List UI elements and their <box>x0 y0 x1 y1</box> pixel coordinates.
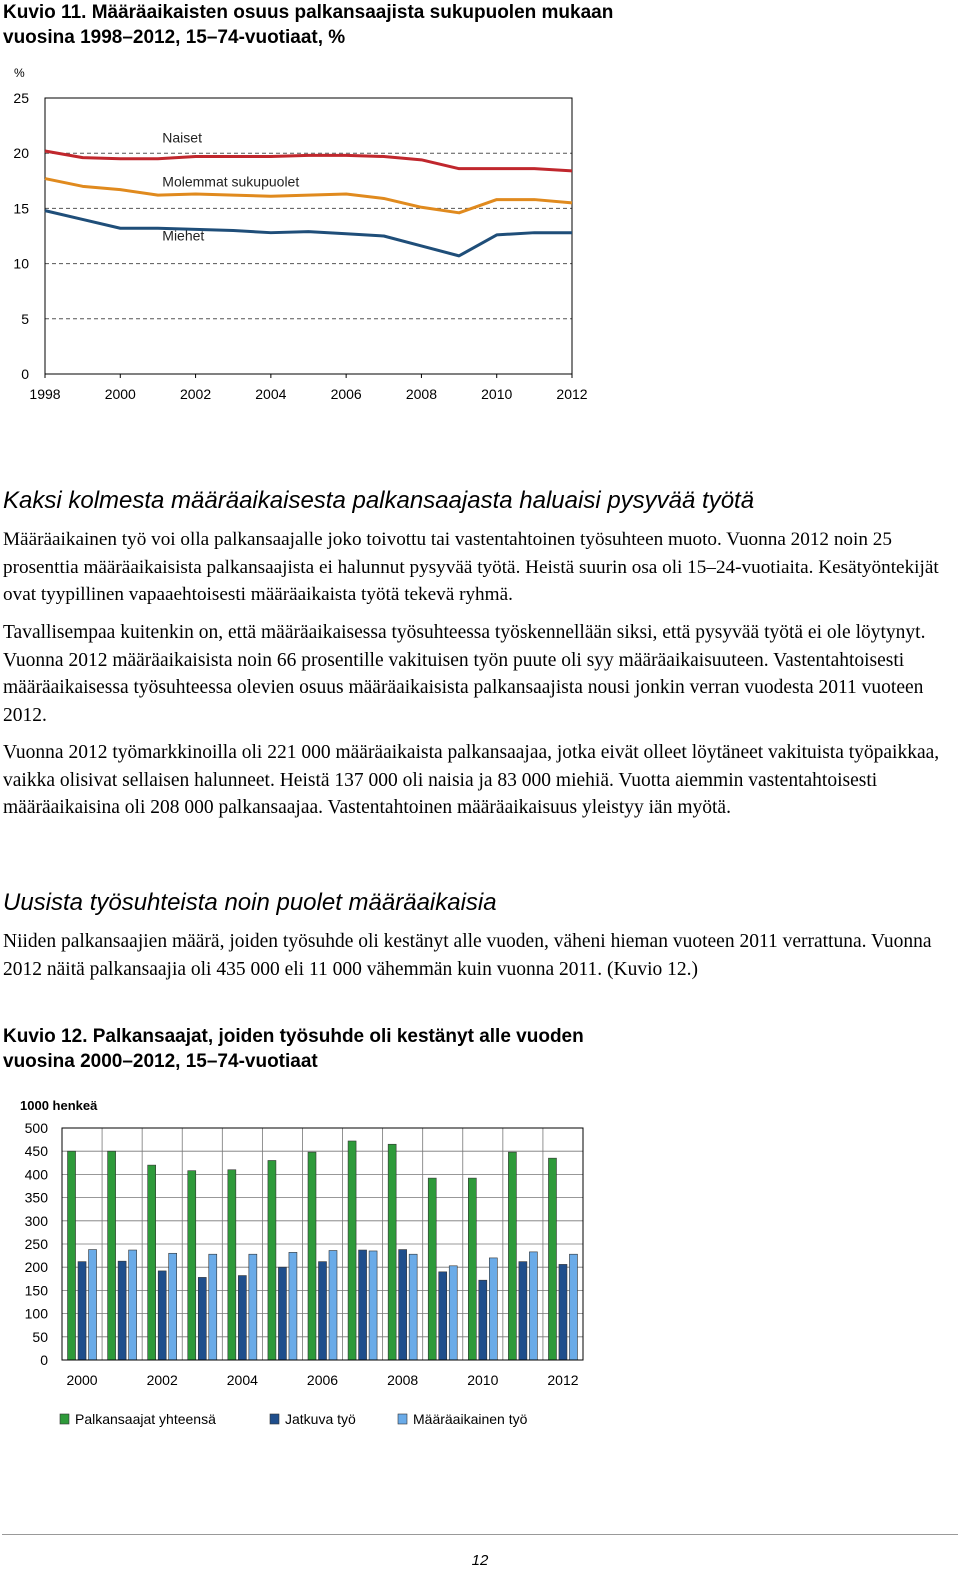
line-chart-temporary-share <box>0 60 620 420</box>
chart2-legend-label-0: Palkansaajat yhteensä <box>75 1411 216 1427</box>
chart1-y-tick-label: 0 <box>21 366 29 382</box>
chart2-bar-s2-2004 <box>249 1254 257 1360</box>
chart2-bar-s1-2000 <box>78 1262 86 1360</box>
chart1-x-tick-label: 2000 <box>104 386 136 402</box>
chart2-bar-s0-2011 <box>508 1152 516 1360</box>
chart2-bar-s2-2002 <box>169 1253 177 1360</box>
chart2-legend-label-2: Määräaikainen työ <box>413 1411 528 1427</box>
chart2-legend <box>60 1411 528 1427</box>
chart1-unit-label: % <box>14 66 25 80</box>
chart2-bar-s1-2007 <box>359 1250 367 1360</box>
chart1-series-label-2: Miehet <box>162 227 205 244</box>
chart2-bar-s2-2008 <box>409 1254 417 1360</box>
footer-divider <box>2 1534 958 1535</box>
chart2-bar-s0-2000 <box>68 1151 76 1360</box>
chart2-bar-s1-2003 <box>198 1277 206 1360</box>
chart1-y-tick-label: 25 <box>13 90 29 106</box>
bar-chart-short-employment <box>0 1090 620 1440</box>
chart2-bar-s2-2010 <box>489 1258 497 1360</box>
chart2-bar-s0-2010 <box>468 1178 476 1360</box>
chart2-unit-label: 1000 henkeä <box>20 1098 98 1113</box>
chart2-bar-s2-2006 <box>329 1250 337 1360</box>
chart1-series-line-0 <box>45 151 572 171</box>
chart2-bar-s0-2002 <box>148 1165 156 1360</box>
section1-heading: Kaksi kolmesta määräaikaisesta palkansaajasta haluaisi pysyvää työtä <box>3 487 755 514</box>
chart2-bar-s1-2012 <box>559 1264 567 1360</box>
chart2-bar-s2-2009 <box>449 1266 457 1360</box>
section2-heading: Uusista työsuhteista noin puolet määräaikaisia <box>3 889 497 916</box>
chart1-series-label-1: Molemmat sukupuolet <box>162 173 300 190</box>
chart2-legend-swatch-0 <box>60 1414 69 1424</box>
chart2-y-tick-label: 400 <box>24 1166 48 1183</box>
chart2-bar-s0-2004 <box>228 1170 236 1360</box>
chart1-y-tick-label: 10 <box>13 255 29 272</box>
chart1-x-tick-label: 2012 <box>556 386 588 402</box>
chart2-x-tick-label: 2006 <box>306 1372 339 1388</box>
chart1-tick-labels <box>13 90 587 402</box>
chart2-bar-s2-2000 <box>89 1250 97 1360</box>
figure2-caption-line1: Kuvio 12. Palkansaajat, joiden työsuhde oli kestänyt alle vuoden <box>3 1026 584 1047</box>
chart2-bar-s0-2009 <box>428 1178 436 1360</box>
section2-paragraph1: Niiden palkansaajien määrä, joiden työsuhde oli kestänyt alle vuoden, väheni hieman vuoteen 2011 verrattuna. Vuonna 2012 näitä palkansaajia oli 435 000 eli 11 000 vähemmän kuin vuonna 2011. (Kuvio 12.) <box>3 931 932 980</box>
chart1-x-tick-label: 2002 <box>179 386 212 402</box>
chart2-bar-s0-2003 <box>188 1171 196 1360</box>
section1-paragraph1-text: Määräaikainen työ voi olla palkansaajalle joko toivottu tai vastentahtoinen työsuhteen muoto. Vuonna 2012 noin 25 prosenttia määräaikaisista palkansaajista ei halunnut pysyvää työtä. Heistä suurin osa oli 15–24-vuotiaita. Kesätyöntekijät ovat tyypillinen vapaaehtoisesti määräaikaista työtä tekevä ryhmä. <box>3 529 939 605</box>
chart2-y-tick-label: 50 <box>32 1328 48 1345</box>
chart1-series-labels <box>162 130 299 244</box>
chart2-bar-s2-2007 <box>369 1251 377 1360</box>
chart1-x-tick-label: 2008 <box>405 386 438 402</box>
chart2-bar-s1-2011 <box>519 1262 527 1360</box>
figure1-caption-line1: Kuvio 11. Määräaikaisten osuus palkansaajista sukupuolen mukaan <box>3 2 614 23</box>
chart2-bar-s2-2001 <box>129 1250 137 1360</box>
chart1-x-tick-label: 2004 <box>255 386 287 402</box>
chart2-bar-s1-2006 <box>319 1262 327 1360</box>
chart2-y-tick-label: 250 <box>24 1236 48 1252</box>
chart2-bar-s2-2011 <box>529 1252 537 1360</box>
chart2-y-tick-label: 500 <box>24 1120 48 1136</box>
chart1-series-line-1 <box>45 179 572 213</box>
chart2-x-tick-label: 2004 <box>226 1372 258 1388</box>
chart2-legend-swatch-2 <box>398 1414 407 1424</box>
chart2-x-tick-label: 2010 <box>467 1372 499 1388</box>
chart2-legend-swatch-1 <box>270 1414 279 1424</box>
chart2-legend-label-1: Jatkuva työ <box>285 1411 356 1427</box>
chart2-y-tick-label: 200 <box>24 1259 48 1276</box>
chart2-y-tick-label: 100 <box>24 1305 48 1322</box>
chart2-bar-s0-2008 <box>388 1144 396 1360</box>
chart2-x-tick-label: 2002 <box>146 1372 178 1388</box>
page-number: 12 <box>471 1552 489 1569</box>
chart2-bar-s0-2007 <box>348 1141 356 1360</box>
chart2-bar-s0-2001 <box>108 1151 116 1360</box>
chart2-y-tick-label: 450 <box>24 1143 48 1160</box>
chart1-x-tick-label: 2010 <box>481 386 513 402</box>
chart2-bar-s1-2008 <box>399 1250 407 1360</box>
chart2-bar-s1-2001 <box>118 1261 126 1360</box>
chart2-y-tick-label: 350 <box>24 1189 48 1206</box>
figure1-caption-line2: vuosina 1998–2012, 15–74-vuotiaat, % <box>3 27 346 48</box>
chart2-bar-s1-2002 <box>158 1271 166 1360</box>
figure2-caption <box>3 1024 584 1074</box>
chart2-bar-s0-2006 <box>308 1152 316 1360</box>
chart2-bar-s1-2004 <box>238 1276 246 1360</box>
section1-paragraph1 <box>3 526 959 609</box>
chart1-y-tick-label: 5 <box>21 310 29 327</box>
chart1-x-tick-label: 1998 <box>29 386 61 402</box>
chart2-bar-s2-2012 <box>569 1254 577 1360</box>
chart2-y-tick-label: 0 <box>40 1352 48 1368</box>
chart2-bar-s0-2012 <box>548 1158 556 1360</box>
chart2-bar-s1-2005 <box>278 1267 286 1360</box>
chart1-x-tick-label: 2006 <box>330 386 362 402</box>
chart2-x-tick-label: 2000 <box>66 1372 98 1388</box>
chart1-y-tick-label: 20 <box>13 145 29 162</box>
chart1-gridlines <box>45 98 572 319</box>
section1-paragraph2: Tavallisempaa kuitenkin on, että määräaikaisessa työsuhteessa työskennellään siksi, että pysyvää työtä ei ole löytynyt. Vuonna 2012 määräaikaisista noin 66 prosentille vakituisen työn puute oli syy määräaikaisuuteen. Vastentahtoisesti määräaikaisessa työsuhteessa olevien osuus määräaikaisista palkansaajista nousi jonkin verran vuodesta 2011 vuoteen 2012. <box>3 622 926 726</box>
chart2-bar-s0-2005 <box>268 1160 276 1360</box>
chart1-y-tick-label: 15 <box>13 200 29 217</box>
chart1-series-line-2 <box>45 211 572 256</box>
chart2-bar-s2-2003 <box>209 1254 217 1360</box>
figure2-caption-line2: vuosina 2000–2012, 15–74-vuotiaat <box>3 1051 318 1072</box>
chart2-bar-s2-2005 <box>289 1252 297 1360</box>
chart2-x-tick-label: 2012 <box>547 1372 579 1388</box>
chart2-bar-s1-2009 <box>439 1272 447 1360</box>
chart2-bar-s1-2010 <box>479 1280 487 1360</box>
chart2-y-tick-label: 300 <box>24 1212 48 1229</box>
chart2-x-tick-label: 2008 <box>387 1372 419 1388</box>
chart2-bars <box>68 1141 578 1360</box>
chart1-series-label-0: Naiset <box>162 129 202 146</box>
chart2-y-tick-label: 150 <box>24 1282 48 1299</box>
chart1-series <box>45 151 572 256</box>
figure1-caption <box>3 0 613 50</box>
section1-paragraph3: Vuonna 2012 työmarkkinoilla oli 221 000 määräaikaista palkansaajaa, jotka eivät olleet löytäneet vakituista työpaikkaa, vaikka olisivat sellaisen halunneet. Heistä 137 000 oli naisia ja 83 000 miehiä. Vuotta aiemmin vastentahtoisesti määräaikaisina oli 208 000 palkansaajaa. Vastentahtoinen määräaikaisuus yleistyy iän myötä. <box>3 742 940 818</box>
